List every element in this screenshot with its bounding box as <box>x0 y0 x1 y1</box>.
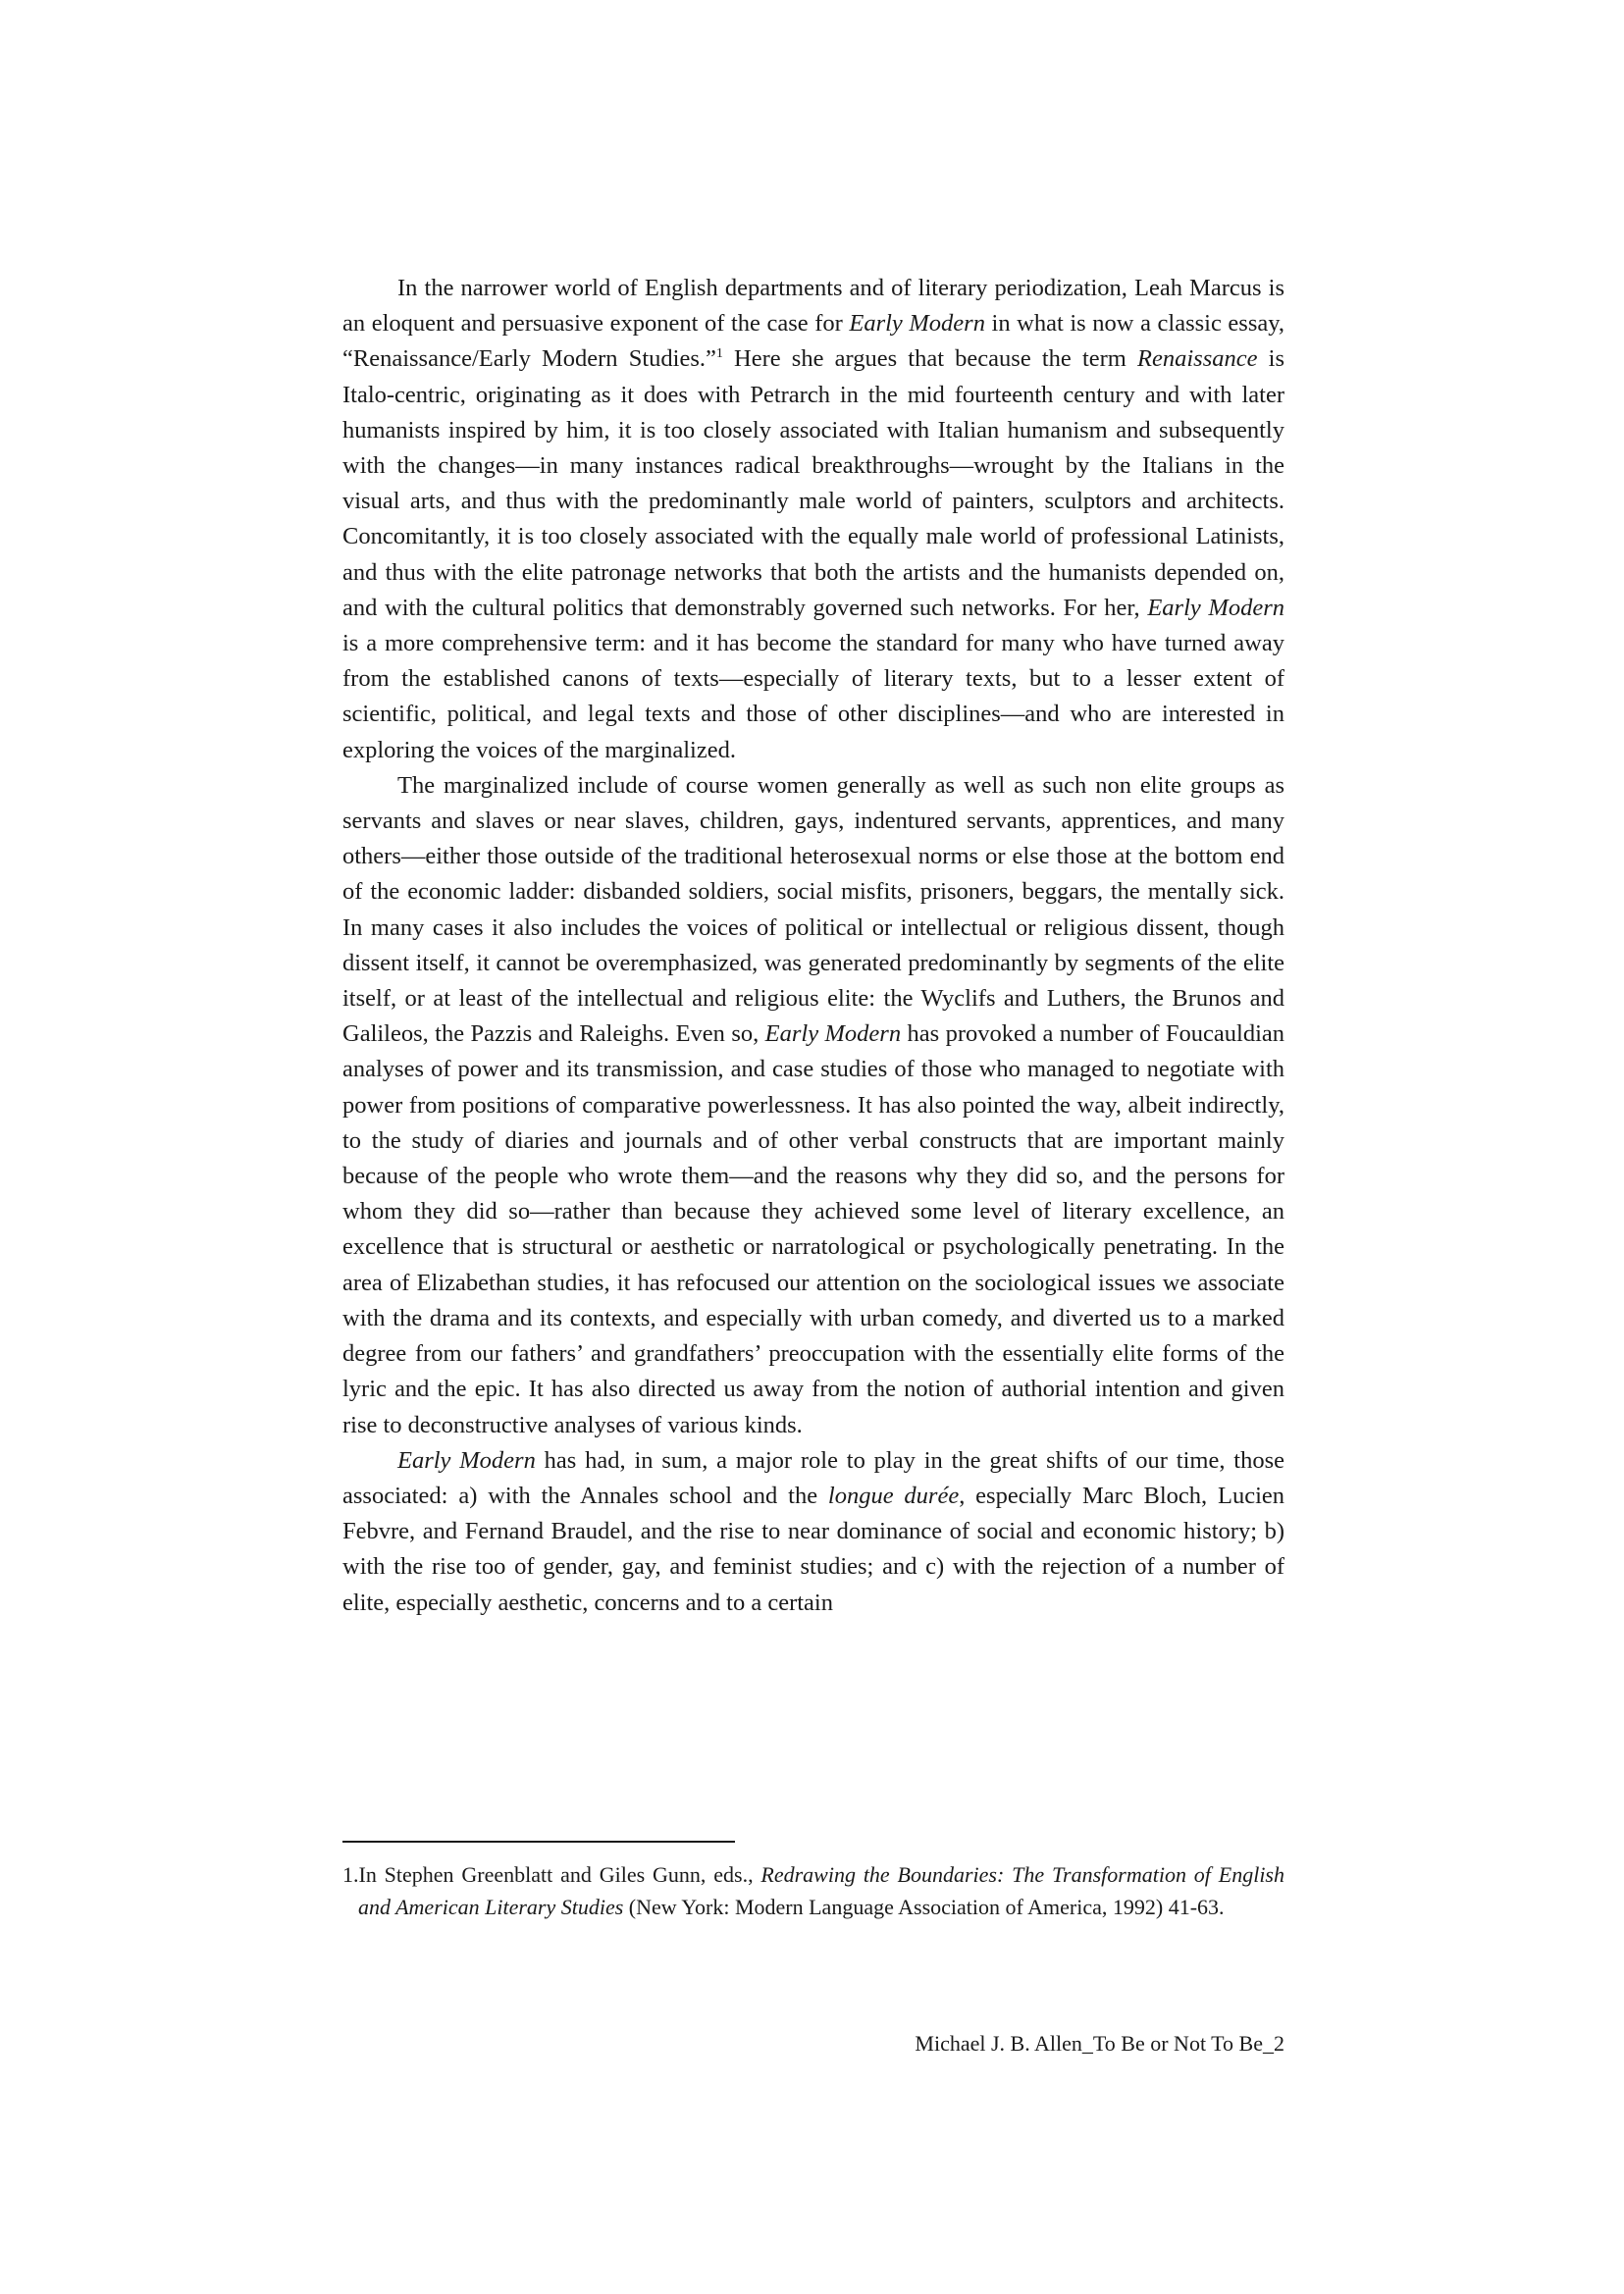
footnote-1 <box>342 1858 1284 1923</box>
p1-text-2: in what is now a classic essay, “Renaissance/Early Modern Studies.” <box>342 310 1285 373</box>
footnote-italic-title: Redrawing the Boundaries: The Transformation of English and American Literary Studies <box>358 1862 1284 1919</box>
paragraph-2 <box>342 768 1284 1443</box>
footnote-text-1: In Stephen Greenblatt and Giles Gunn, eds., <box>358 1862 761 1887</box>
p1-italic-early-modern-2: Early Modern <box>1147 594 1285 621</box>
footnote-number: 1. <box>342 1862 359 1887</box>
paragraph-3 <box>342 1443 1284 1621</box>
p3-italic-early-modern: Early Modern <box>397 1446 536 1474</box>
p1-italic-early-modern: Early Modern <box>849 310 985 338</box>
footnote-divider <box>342 1841 735 1843</box>
p3-text-2: , especially Marc Bloch, Lucien Febvre, and Fernand Braudel, and the rise to near dominance of social and economic history; b) with the rise too of gender, gay, and feminist studies; and c) with the rejection of a number of elite, especially aesthetic, concerns and to a certain <box>342 1482 1285 1616</box>
p3-text-1: has had, in sum, a major role to play in the great shifts of our time, those associated: a) with the Annales school and the <box>342 1446 1285 1509</box>
paragraph-1 <box>342 271 1284 768</box>
p1-text-3: Here she argues that because the term <box>722 345 1138 373</box>
p2-text-1: The marginalized include of course women generally as well as such non elite groups as servants and slaves or near slaves, children, gays, indentured servants, apprentices, and many others—either those outside of the traditional heterosexual norms or else those at the bottom end of the economic ladder: disbanded soldiers, social misfits, prisoners, beggars, the mentally sick. In many cases it also includes the voices of political or intellectual or religious dissent, though dissent itself, it cannot be overemphasized, was generated predominantly by segments of the elite itself, or at least of the intellectual and religious elite: the Wyclifs and Luthers, the Brunos and Galileos, the Pazzis and Raleighs. Even so, <box>342 771 1284 1048</box>
body-text <box>342 271 1284 1621</box>
p1-text-1: In the narrower world of English departments and of literary periodization, Leah Marcus is an eloquent and persuasive exponent of the case for <box>342 275 1284 338</box>
footnote-reference[interactable]: 1 <box>715 346 723 362</box>
footnote-text-2: (New York: Modern Language Association of America, 1992) 41-63. <box>623 1895 1225 1919</box>
p3-italic-longue-duree: longue durée <box>827 1482 960 1509</box>
p2-text-2: has provoked a number of Foucauldian analyses of power and its transmission, and case studies of those who managed to negotiate with power from positions of comparative powerlessness. It has also pointed the way, albeit indirectly, to the study of diaries and journals and of other verbal constructs that are important mainly because of the people who wrote them—and the reasons why they did so, and the persons for whom they did so—rather than because they achieved some level of literary excellence, an excellence that is structural or aesthetic or narratological or psychologically penetrating. In the area of Elizabethan studies, it has refocused our attention on the sociological issues we associate with the drama and its contexts, and especially with urban comedy, and diverted us to a marked degree from our fathers’ and grandfathers’ preoccupation with the essentially elite forms of the lyric and the epic. It has also directed us away from the notion of authorial intention and given rise to deconstructive analyses of various kinds. <box>342 1020 1284 1438</box>
p1-text-4: is Italo-centric, originating as it does with Petrarch in the mid fourteenth century and with later humanists inspired by him, it is too closely associated with Italian humanism and subsequently with the changes—in many instances radical breakthroughs—wrought by the Italians in the visual arts, and thus with the predominantly male world of painters, sculptors and architects. Concomitantly, it is too closely associated with the equally male world of professional Latinists, and thus with the elite patronage networks that both the artists and the humanists depended on, and with the cultural politics that demonstrably governed such networks. For her, <box>342 345 1285 621</box>
running-footer: Michael J. B. Allen_To Be or Not To Be_2 <box>915 2031 1284 2056</box>
p1-italic-renaissance: Renaissance <box>1137 345 1258 373</box>
p2-italic-early-modern: Early Modern <box>764 1020 902 1048</box>
p1-text-5: is a more comprehensive term: and it has become the standard for many who have turned away from the established canons of texts—especially of literary texts, but to a lesser extent of scientific, political, and legal texts and those of other disciplines—and who are interested in exploring the voices of the marginalized. <box>342 630 1284 763</box>
